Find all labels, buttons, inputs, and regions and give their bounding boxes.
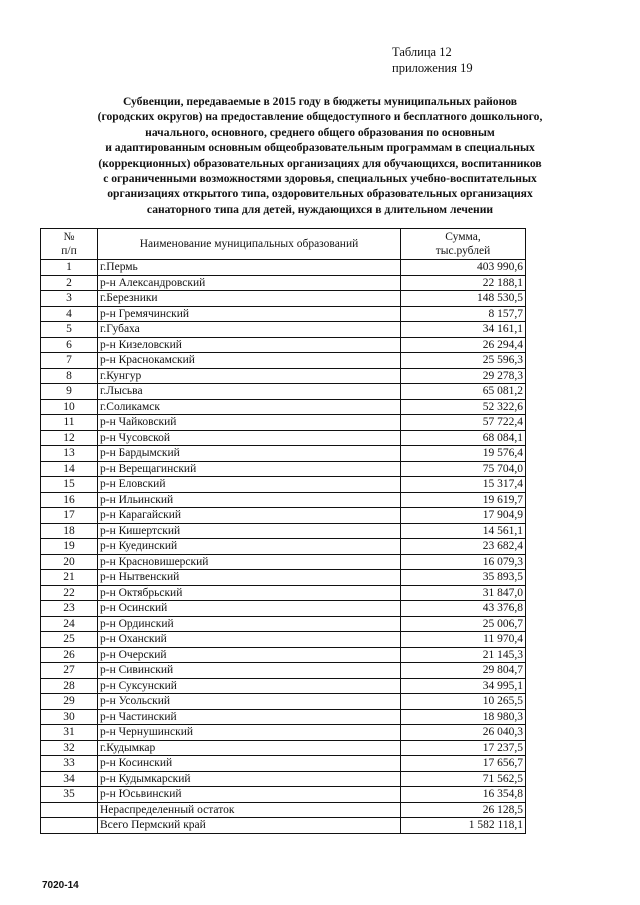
row-municipality: р-н Ильинский [98,492,401,508]
row-municipality: р-н Александровский [98,275,401,291]
row-number: 3 [41,291,98,307]
table-row [41,384,526,400]
table-row [41,709,526,725]
title-line: санаторного типа для детей, нуждающихся в длительном лечении [146,202,494,216]
table-row [41,291,526,307]
row-municipality: р-н Суксунский [98,678,401,694]
row-sum: 35 893,5 [401,570,526,586]
row-sum: 15 317,4 [401,477,526,493]
row-number: 25 [41,632,98,648]
row-municipality: р-н Верещагинский [98,461,401,477]
table-row [41,368,526,384]
table-row [41,523,526,539]
row-number: 17 [41,508,98,524]
row-sum: 16 354,8 [401,787,526,803]
table-row [41,725,526,741]
header-sum [401,229,526,260]
table-row [41,554,526,570]
row-sum: 21 145,3 [401,647,526,663]
row-municipality: р-н Осинский [98,601,401,617]
row-number: 31 [41,725,98,741]
table-row [41,446,526,462]
table-row [41,322,526,338]
row-municipality: р-н Оханский [98,632,401,648]
row-number: 33 [41,756,98,772]
row-number: 20 [41,554,98,570]
row-municipality: р-н Куединский [98,539,401,555]
row-number: 29 [41,694,98,710]
table-header-row [41,229,526,260]
row-sum: 19 619,7 [401,492,526,508]
row-municipality: Нераспределенный остаток [98,802,401,818]
row-number: 6 [41,337,98,353]
row-number: 14 [41,461,98,477]
row-sum: 25 006,7 [401,616,526,632]
row-number: 10 [41,399,98,415]
row-municipality: Всего Пермский край [98,818,401,834]
row-number: 12 [41,430,98,446]
table-row [41,430,526,446]
row-sum: 26 040,3 [401,725,526,741]
header-number-line2: п/п [61,245,77,257]
row-sum: 43 376,8 [401,601,526,617]
row-number [41,818,98,834]
table-row [41,740,526,756]
title-line: (коррекционных) образовательных организациях для обучающихся, воспитанников [98,156,542,170]
table-row [41,353,526,369]
row-municipality: р-н Ординский [98,616,401,632]
row-sum: 18 980,3 [401,709,526,725]
row-sum: 26 294,4 [401,337,526,353]
table-row [41,570,526,586]
title-line: организациях открытого типа, оздоровительных образовательных организациях [107,187,533,201]
row-sum: 29 804,7 [401,663,526,679]
row-sum: 29 278,3 [401,368,526,384]
row-municipality: р-н Чайковский [98,415,401,431]
row-municipality: г.Кунгур [98,368,401,384]
row-municipality: р-н Усольский [98,694,401,710]
row-sum: 65 081,2 [401,384,526,400]
title-line: и адаптированным основным общеобразовательным программам в специальных [105,141,535,155]
row-municipality: г.Кудымкар [98,740,401,756]
header-number [41,229,98,260]
row-municipality: р-н Сивинский [98,663,401,679]
row-number: 15 [41,477,98,493]
row-municipality: р-н Октябрьский [98,585,401,601]
table-row [41,663,526,679]
row-municipality: р-н Частинский [98,709,401,725]
title-line: начального, основного, среднего общего образования по основным [145,125,495,139]
row-sum: 34 995,1 [401,678,526,694]
header-number-line1: № [63,231,75,243]
row-number: 19 [41,539,98,555]
row-number: 2 [41,275,98,291]
row-sum: 10 265,5 [401,694,526,710]
row-sum: 34 161,1 [401,322,526,338]
header-sum-line1: Сумма, [445,231,481,243]
table-row [41,647,526,663]
title-line: с ограниченными возможностями здоровья, специальных учебно-воспитательных [103,172,537,186]
row-sum: 31 847,0 [401,585,526,601]
annex-table-number: Таблица 12 [392,45,452,59]
table-row [41,337,526,353]
row-number: 24 [41,616,98,632]
row-municipality: р-н Кишертский [98,523,401,539]
row-number: 28 [41,678,98,694]
title-line: Субвенции, передаваемые в 2015 году в бюджеты муниципальных районов [122,95,518,108]
row-sum: 17 904,9 [401,508,526,524]
row-number: 23 [41,601,98,617]
table-row [41,771,526,787]
row-sum: 71 562,5 [401,771,526,787]
row-number [41,802,98,818]
row-number: 34 [41,771,98,787]
row-municipality: р-н Бардымский [98,446,401,462]
row-sum: 52 322,6 [401,399,526,415]
row-number: 26 [41,647,98,663]
row-number: 18 [41,523,98,539]
row-number: 8 [41,368,98,384]
row-municipality: г.Лысьва [98,384,401,400]
row-municipality: г.Соликамск [98,399,401,415]
row-municipality: р-н Юсьвинский [98,787,401,803]
row-sum: 1 582 118,1 [401,818,526,834]
row-sum: 16 079,3 [401,554,526,570]
row-number: 1 [41,260,98,276]
row-number: 11 [41,415,98,431]
table-row [41,415,526,431]
row-sum: 19 576,4 [401,446,526,462]
row-municipality: г.Пермь [98,260,401,276]
row-number: 9 [41,384,98,400]
row-sum: 14 561,1 [401,523,526,539]
row-number: 4 [41,306,98,322]
row-sum: 68 084,1 [401,430,526,446]
table-row [41,694,526,710]
document-code: 7020-14 [42,880,79,891]
row-number: 22 [41,585,98,601]
title-line: (городских округов) на предоставление общедоступного и бесплатного дошкольного, [97,110,543,124]
row-municipality: р-н Гремячинский [98,306,401,322]
row-number: 13 [41,446,98,462]
row-municipality: р-н Кудымкарский [98,771,401,787]
table-row [41,585,526,601]
row-municipality: р-н Еловский [98,477,401,493]
row-sum: 26 128,5 [401,802,526,818]
row-municipality: р-н Карагайский [98,508,401,524]
table-row [41,539,526,555]
table-row [41,601,526,617]
row-sum: 17 656,7 [401,756,526,772]
row-sum: 22 188,1 [401,275,526,291]
row-sum: 57 722,4 [401,415,526,431]
row-sum: 148 530,5 [401,291,526,307]
row-sum: 23 682,4 [401,539,526,555]
table-row [41,787,526,803]
row-number: 5 [41,322,98,338]
table-row [41,802,526,818]
row-municipality: р-н Косинский [98,756,401,772]
row-municipality: р-н Очерский [98,647,401,663]
row-number: 21 [41,570,98,586]
row-municipality: г.Березники [98,291,401,307]
table-row [41,616,526,632]
row-number: 27 [41,663,98,679]
table-row [41,678,526,694]
row-number: 32 [41,740,98,756]
row-number: 35 [41,787,98,803]
table-row [41,306,526,322]
table-row [41,508,526,524]
table-row [41,492,526,508]
row-sum: 8 157,7 [401,306,526,322]
row-municipality: р-н Краснокамский [98,353,401,369]
table-annex-label [392,44,473,76]
row-number: 30 [41,709,98,725]
annex-appendix-number: приложения 19 [392,61,473,75]
row-municipality: р-н Кизеловский [98,337,401,353]
row-sum: 75 704,0 [401,461,526,477]
table-row [41,399,526,415]
table-row [41,632,526,648]
row-sum: 25 596,3 [401,353,526,369]
table-row [41,477,526,493]
row-municipality: р-н Чернушинский [98,725,401,741]
row-sum: 403 990,6 [401,260,526,276]
table-row [41,260,526,276]
row-sum: 17 237,5 [401,740,526,756]
row-number: 7 [41,353,98,369]
row-municipality: р-н Чусовской [98,430,401,446]
table-row [41,275,526,291]
header-sum-line2: тыс.рублей [435,245,491,257]
table-row [41,818,526,834]
subsidy-table [40,228,526,834]
row-municipality: р-н Красновишерский [98,554,401,570]
row-number: 16 [41,492,98,508]
document-title [40,94,600,217]
table-row [41,756,526,772]
row-municipality: р-н Нытвенский [98,570,401,586]
row-sum: 11 970,4 [401,632,526,648]
row-municipality: г.Губаха [98,322,401,338]
table-row [41,461,526,477]
header-name: Наименование муниципальных образований [98,229,401,260]
